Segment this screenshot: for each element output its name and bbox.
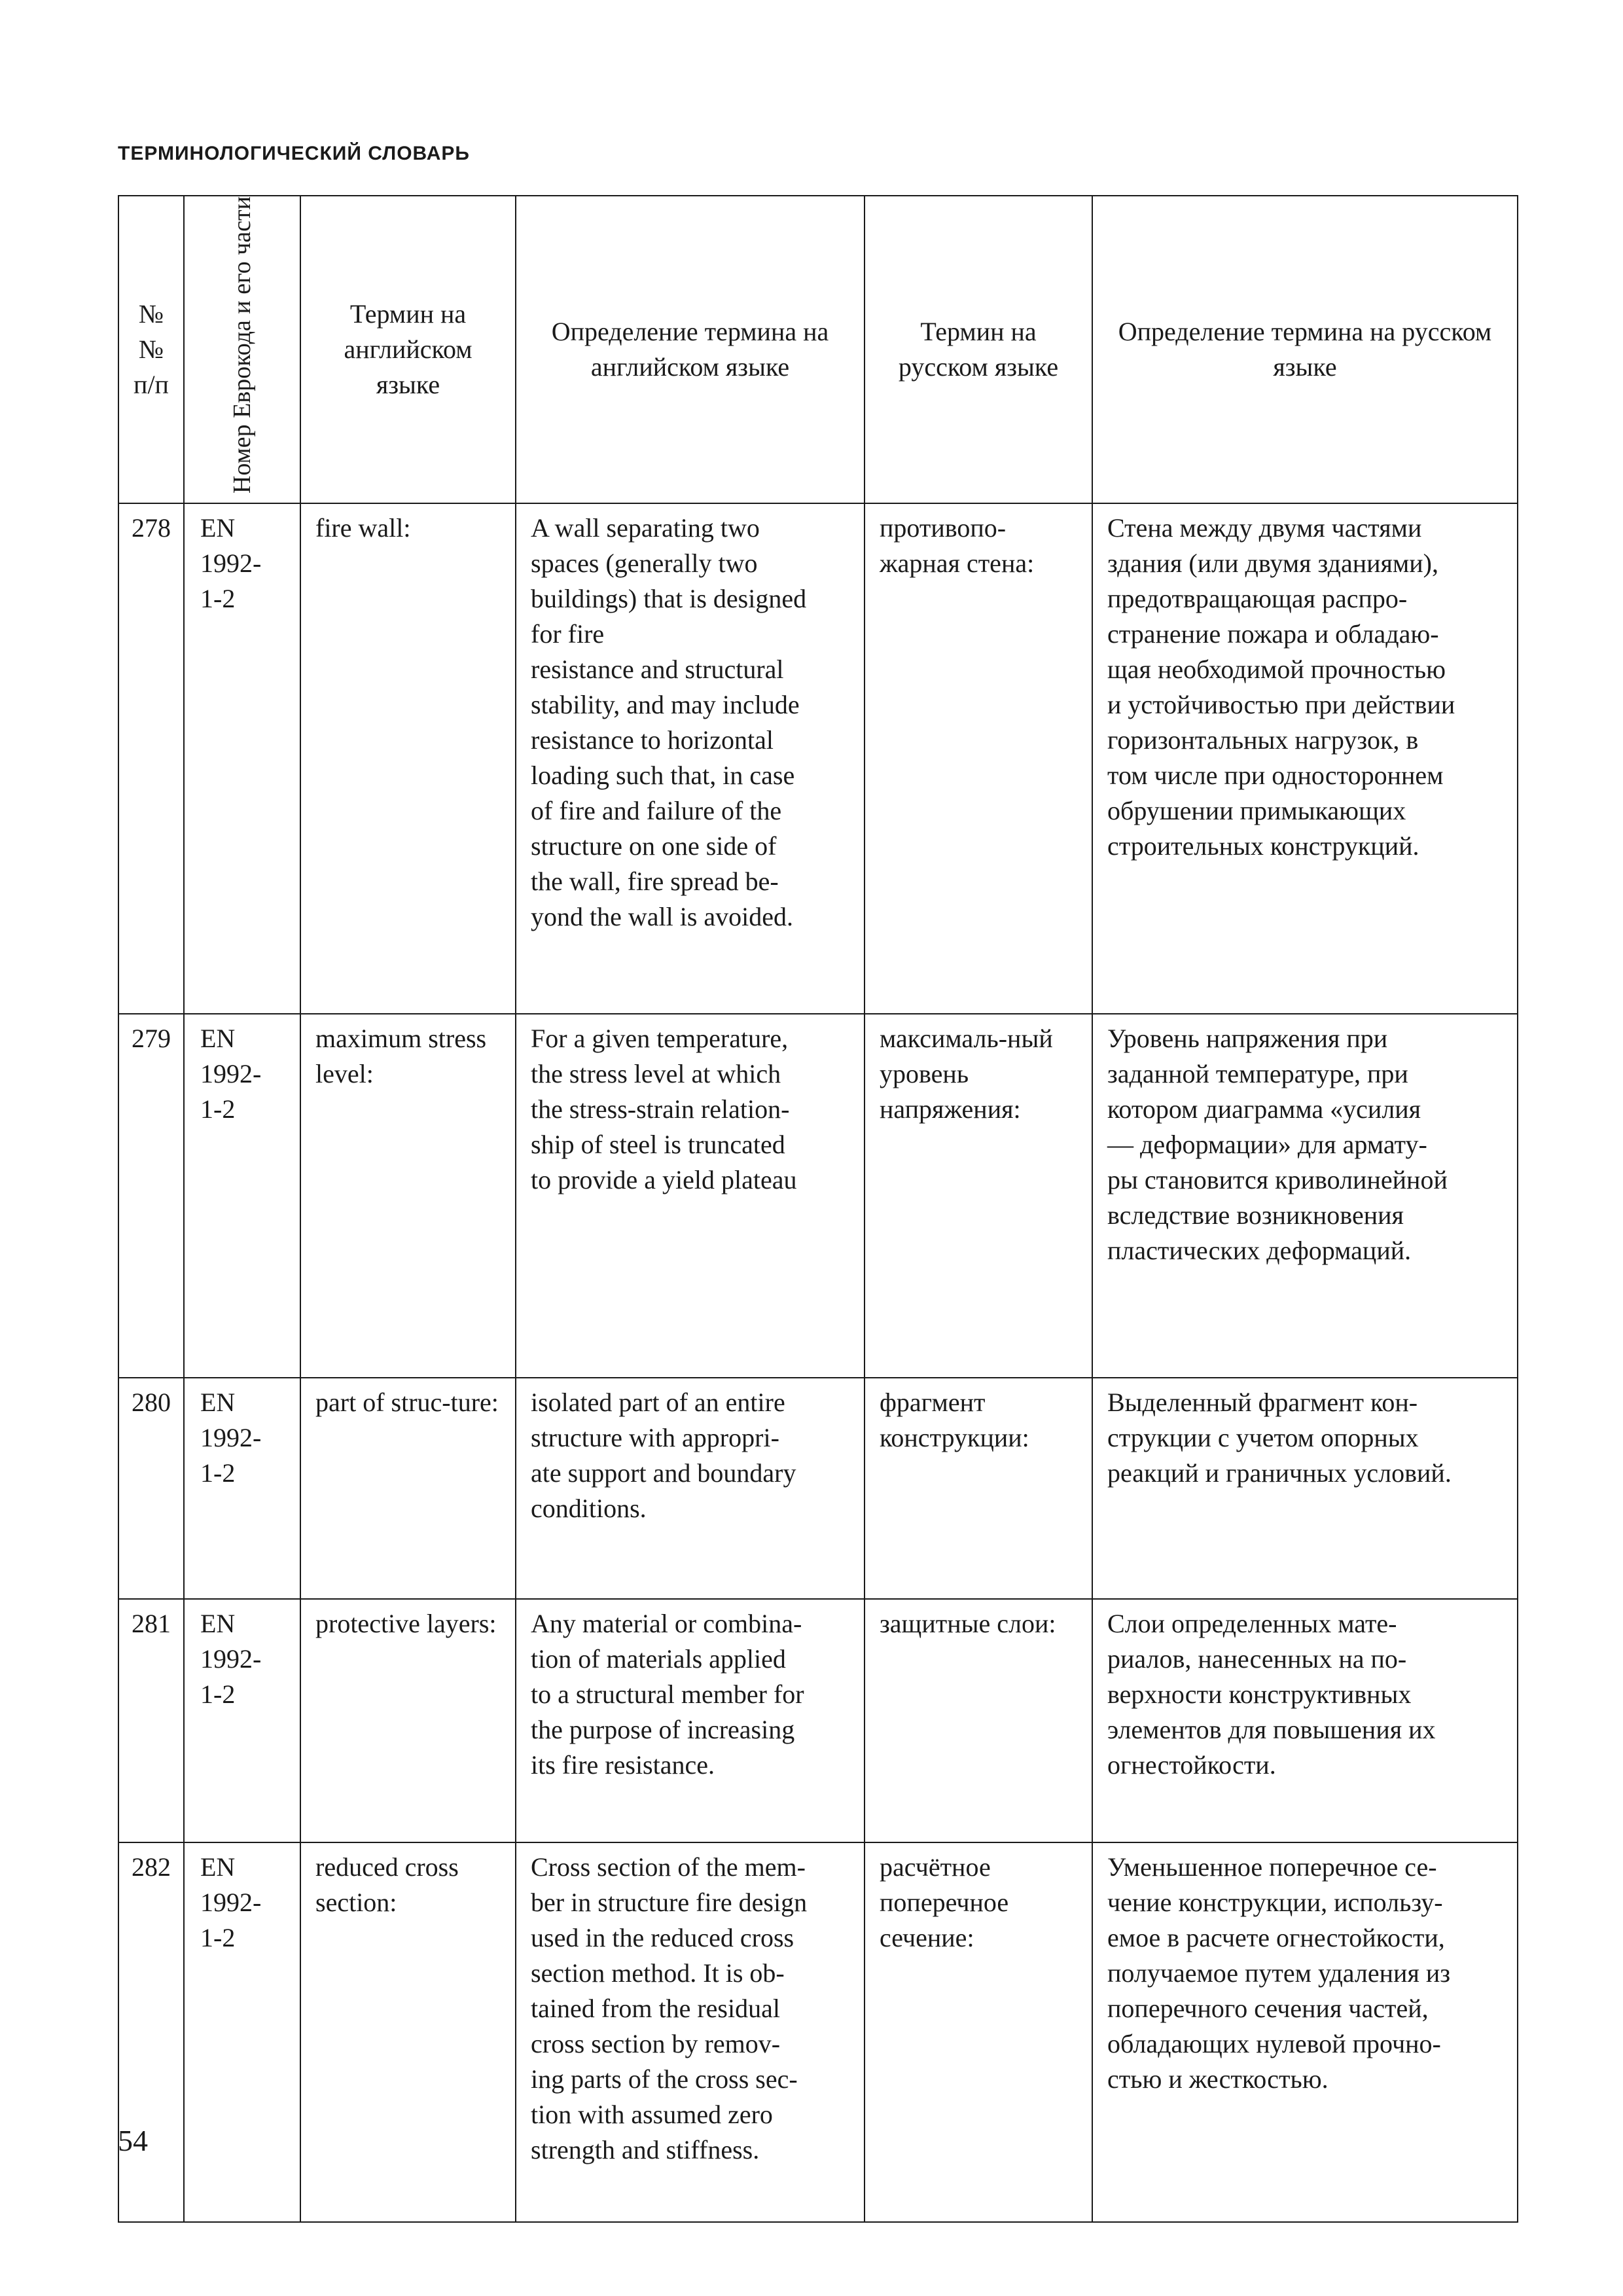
definition-line: tained from the residual xyxy=(531,1994,780,2024)
eurocode-line: 1992- xyxy=(200,548,262,579)
definition-line: Выделенный фрагмент кон- xyxy=(1107,1388,1418,1418)
definition-english xyxy=(516,1014,865,1378)
definition-line: strength and stiffness. xyxy=(531,2135,760,2165)
table-row xyxy=(118,1599,1518,1842)
definition-line: the stress level at which xyxy=(531,1059,781,1089)
definition-line: стью и жесткостью. xyxy=(1107,2064,1329,2094)
entry-number: 282 xyxy=(118,1842,184,2222)
definition-line: section method. It is ob- xyxy=(531,1958,785,1988)
table-row xyxy=(118,1378,1518,1599)
definition-line: tion with assumed zero xyxy=(531,2100,773,2130)
definition-line: щая необходимой прочностью xyxy=(1107,655,1446,685)
definition-line: A wall separating two xyxy=(531,513,760,543)
definition-line: получаемое путем удаления из xyxy=(1107,1958,1451,1988)
eurocode-line: 1992- xyxy=(200,1423,262,1453)
eurocode-reference xyxy=(184,1378,300,1599)
definition-line: верхности конструктивных xyxy=(1107,1679,1412,1710)
eurocode-reference xyxy=(184,1014,300,1378)
definition-line: resistance and structural xyxy=(531,655,784,685)
header-eurocode xyxy=(184,196,300,503)
header-definition-ru: Определение термина на русском языке xyxy=(1092,196,1518,503)
definition-line: conditions. xyxy=(531,1494,647,1524)
definition-line: Слои определенных мате- xyxy=(1107,1609,1397,1639)
definition-line: и устойчивостью при действии xyxy=(1107,690,1455,720)
definition-english xyxy=(516,1378,865,1599)
eurocode-line: EN xyxy=(200,1852,236,1882)
definition-line: Any material or combina- xyxy=(531,1609,802,1639)
header-eurocode-label: Номер Еврокода и его части xyxy=(228,196,256,494)
definition-line: spaces (generally two xyxy=(531,548,758,579)
term-russian: защитные слои: xyxy=(865,1599,1092,1842)
definition-russian xyxy=(1092,1014,1518,1378)
definition-line: — деформации» для армату- xyxy=(1107,1130,1427,1160)
definition-line: риалов, нанесенных на по- xyxy=(1107,1644,1407,1674)
definition-line: Уровень напряжения при xyxy=(1107,1024,1388,1054)
header-term-en: Термин на английском языке xyxy=(300,196,516,503)
eurocode-line: 1-2 xyxy=(200,1923,236,1953)
eurocode-reference xyxy=(184,503,300,1014)
definition-line: горизонтальных нагрузок, в xyxy=(1107,725,1419,755)
definition-line: пластических деформаций. xyxy=(1107,1236,1412,1266)
definition-line: обрушении примыкающих xyxy=(1107,796,1406,826)
table-row xyxy=(118,503,1518,1014)
definition-line: the purpose of increasing xyxy=(531,1715,795,1745)
term-english: reduced cross section: xyxy=(300,1842,516,2222)
definition-line: of fire and failure of the xyxy=(531,796,782,826)
entry-number: 278 xyxy=(118,503,184,1014)
definition-line: cross section by remov- xyxy=(531,2029,781,2059)
eurocode-line: 1-2 xyxy=(200,1679,236,1710)
term-russian: расчётное поперечное сечение: xyxy=(865,1842,1092,2222)
definition-line: обладающих нулевой прочно- xyxy=(1107,2029,1441,2059)
definition-line: ship of steel is truncated xyxy=(531,1130,785,1160)
definition-line: элементов для повышения их xyxy=(1107,1715,1436,1745)
term-english: protective layers: xyxy=(300,1599,516,1842)
definition-line: to a structural member for xyxy=(531,1679,804,1710)
eurocode-line: EN xyxy=(200,1388,236,1418)
definition-line: поперечного сечения частей, xyxy=(1107,1994,1429,2024)
definition-line: structure with appropri- xyxy=(531,1423,779,1453)
entry-number: 281 xyxy=(118,1599,184,1842)
definition-line: loading such that, in case xyxy=(531,761,795,791)
eurocode-line: 1-2 xyxy=(200,1094,236,1124)
glossary-table xyxy=(118,195,1518,2223)
definition-line: used in the reduced cross xyxy=(531,1923,794,1953)
eurocode-line: 1992- xyxy=(200,1059,262,1089)
term-english: fire wall: xyxy=(300,503,516,1014)
definition-line: ing parts of the cross sec- xyxy=(531,2064,798,2094)
definition-line: tion of materials applied xyxy=(531,1644,786,1674)
eurocode-reference xyxy=(184,1599,300,1842)
definition-line: Стена между двумя частями xyxy=(1107,513,1422,543)
term-russian: противопо-жарная стена: xyxy=(865,503,1092,1014)
definition-russian xyxy=(1092,1842,1518,2222)
definition-line: чение конструкции, использу- xyxy=(1107,1888,1443,1918)
definition-english xyxy=(516,1599,865,1842)
definition-line: странение пожара и обладаю- xyxy=(1107,619,1439,649)
definition-line: structure on one side of xyxy=(531,831,777,861)
definition-line: строительных конструкций. xyxy=(1107,831,1419,861)
eurocode-line: EN xyxy=(200,513,236,543)
definition-line: Cross section of the mem- xyxy=(531,1852,806,1882)
eurocode-line: 1992- xyxy=(200,1644,262,1674)
header-number: №№ п/п xyxy=(118,196,184,503)
definition-line: buildings) that is designed xyxy=(531,584,807,614)
term-english: maximum stress level: xyxy=(300,1014,516,1378)
term-russian: фрагмент конструкции: xyxy=(865,1378,1092,1599)
definition-line: the wall, fire spread be- xyxy=(531,867,779,897)
table-row xyxy=(118,1014,1518,1378)
eurocode-line: 1992- xyxy=(200,1888,262,1918)
header-term-ru: Термин на русском языке xyxy=(865,196,1092,503)
definition-line: том числе при одностороннем xyxy=(1107,761,1444,791)
definition-line: for fire xyxy=(531,619,605,649)
eurocode-reference xyxy=(184,1842,300,2222)
definition-line: resistance to horizontal xyxy=(531,725,774,755)
definition-line: ate support and boundary xyxy=(531,1458,796,1488)
entry-number: 279 xyxy=(118,1014,184,1378)
definition-line: котором диаграмма «усилия xyxy=(1107,1094,1421,1124)
entry-number: 280 xyxy=(118,1378,184,1599)
definition-line: здания (или двумя зданиями), xyxy=(1107,548,1438,579)
definition-english xyxy=(516,503,865,1014)
definition-line: isolated part of an entire xyxy=(531,1388,785,1418)
eurocode-line: EN xyxy=(200,1024,236,1054)
eurocode-line: 1-2 xyxy=(200,1458,236,1488)
definition-line: предотвращающая распро- xyxy=(1107,584,1408,614)
definition-line: Уменьшенное поперечное се- xyxy=(1107,1852,1437,1882)
definition-line: емое в расчете огнестойкости, xyxy=(1107,1923,1445,1953)
definition-line: вследствие возникновения xyxy=(1107,1200,1404,1230)
definition-english xyxy=(516,1842,865,2222)
definition-line: струкции с учетом опорных xyxy=(1107,1423,1419,1453)
definition-line: For a given temperature, xyxy=(531,1024,789,1054)
definition-line: its fire resistance. xyxy=(531,1750,715,1780)
eurocode-line: 1-2 xyxy=(200,584,236,614)
definition-line: реакций и граничных условий. xyxy=(1107,1458,1452,1488)
running-head: ТЕРМИНОЛОГИЧЕСКИЙ СЛОВАРЬ xyxy=(118,143,470,164)
eurocode-line: EN xyxy=(200,1609,236,1639)
definition-line: заданной температуре, при xyxy=(1107,1059,1408,1089)
definition-russian xyxy=(1092,503,1518,1014)
definition-line: ber in structure fire design xyxy=(531,1888,808,1918)
definition-line: yond the wall is avoided. xyxy=(531,902,794,932)
definition-line: the stress-strain relation- xyxy=(531,1094,790,1124)
definition-line: to provide a yield plateau xyxy=(531,1165,797,1195)
table-header-row xyxy=(118,196,1518,503)
glossary-body xyxy=(118,503,1518,2222)
table-row xyxy=(118,1842,1518,2222)
definition-line: огнестойкости. xyxy=(1107,1750,1276,1780)
header-definition-en: Определение термина на английском языке xyxy=(516,196,865,503)
definition-line: ры становится криволинейной xyxy=(1107,1165,1448,1195)
definition-russian xyxy=(1092,1599,1518,1842)
page-number: 54 xyxy=(118,2124,148,2157)
term-english: part of struc-ture: xyxy=(300,1378,516,1599)
definition-line: stability, and may include xyxy=(531,690,800,720)
definition-russian xyxy=(1092,1378,1518,1599)
term-russian: максималь-ный уровень напряжения: xyxy=(865,1014,1092,1378)
